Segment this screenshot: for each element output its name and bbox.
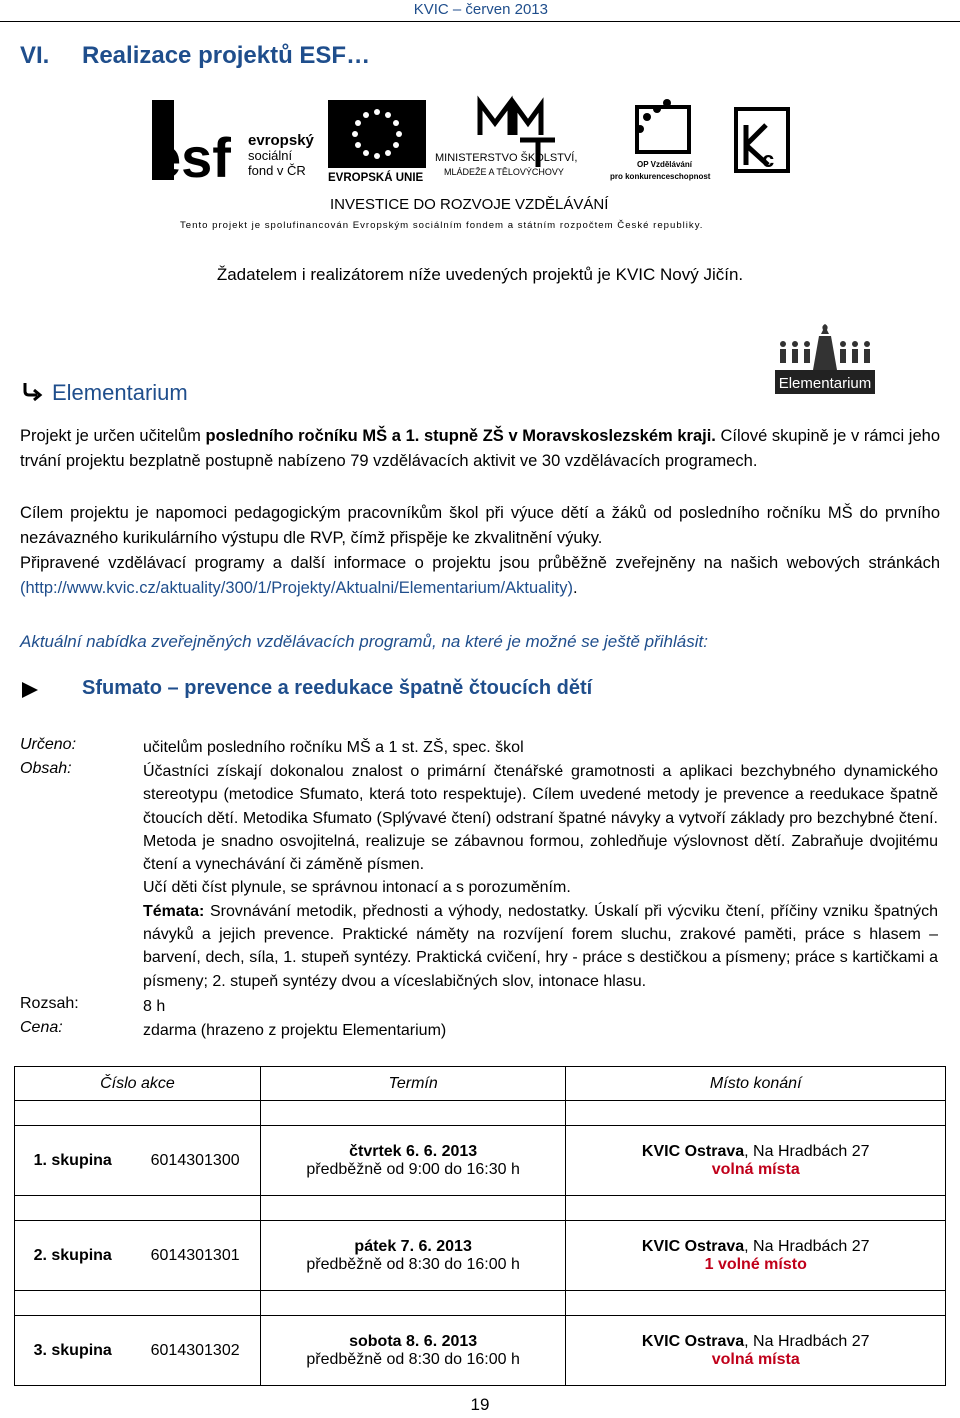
svg-text:c: c bbox=[762, 147, 775, 172]
row-time: předběžně od 8:30 do 16:00 h bbox=[306, 1255, 520, 1273]
temata-block bbox=[143, 900, 938, 993]
elementarium-logo-text: Elementarium bbox=[778, 375, 872, 392]
esf-logo bbox=[150, 100, 315, 189]
esf-footer-text: Tento projekt je spolufinancován Evropským sociálním fondem a státním rozpočtem České republiky. bbox=[180, 220, 704, 231]
row-place-line bbox=[566, 1238, 945, 1256]
section-title: Realizace projektů ESF… bbox=[82, 42, 371, 69]
msmt-logo bbox=[435, 103, 577, 177]
curved-arrow-icon bbox=[20, 380, 44, 404]
row-place-bold: KVIC Ostrava bbox=[641, 1237, 745, 1255]
table-row bbox=[15, 1221, 946, 1291]
row-place-line bbox=[566, 1143, 945, 1161]
triangle-bullet-icon bbox=[20, 680, 40, 700]
header-misto: Místo konání bbox=[566, 1067, 946, 1101]
p1-text-a: Projekt je určen učitelům bbox=[20, 427, 206, 445]
obsah-value bbox=[143, 760, 938, 993]
obsah-label: Obsah: bbox=[20, 760, 72, 777]
row-place-rest: , Na Hradbách 27 bbox=[744, 1142, 870, 1160]
urceno-value: učitelům posledního ročníku MŠ a 1 st. ZŠ, spec. škol bbox=[143, 739, 524, 756]
msmt-line2: MLÁDEŽE A TĚLOVÝCHOVY bbox=[444, 167, 564, 177]
op-line1: OP Vzdělávání bbox=[637, 160, 692, 169]
row-place-bold: KVIC Ostrava bbox=[641, 1142, 745, 1160]
row-place-rest: , Na Hradbách 27 bbox=[744, 1237, 870, 1255]
header-termin: Termín bbox=[260, 1067, 566, 1101]
urceno-label: Určeno: bbox=[20, 736, 77, 753]
table-spacer-row bbox=[15, 1101, 946, 1126]
offer-heading: Aktuální nabídka zveřejněných vzdělávacích programů, na které je možné se ještě přihlásit: bbox=[20, 632, 708, 651]
row-place-line bbox=[566, 1333, 945, 1351]
esf-logo-strip bbox=[150, 95, 790, 235]
row-termin bbox=[260, 1316, 566, 1386]
temata-label: Témata: bbox=[143, 902, 205, 920]
esf-line2: sociální bbox=[248, 148, 293, 163]
obsah-text: Účastníci získají dokonalou znalost o primární čtenářské gramotnosti a aplikaci bezchybného dynamického stereotypu (metodice Sfumato, která toto respektuje). Cílem uvedené metody je prevence a reedukace špatně čtoucích dětí. Metodika Sfumato (Splývavé čtení) odstraní špatné návyky a vytvoří základy pro bezchybné čtení. Metoda je snadno osvojitelná, realizuje se zábavnou formou, zohledňuje výslovnost dětí. Zabraňuje dvojitému čtení a vynechávání či záměně písmen. bbox=[143, 763, 938, 874]
row-code: 6014301301 bbox=[130, 1221, 260, 1291]
intro-text: Žadatelem i realizátorem níže uvedených projektů je KVIC Nový Jičín. bbox=[216, 265, 744, 284]
esf-line3: fond v ČR bbox=[248, 163, 306, 178]
row-code: 6014301302 bbox=[130, 1316, 260, 1386]
table-header-row bbox=[15, 1067, 946, 1101]
kvic-elementarium-link[interactable]: (http://www.kvic.cz/aktuality/300/1/Projekty/Aktualni/Elementarium/Aktuality) bbox=[20, 579, 573, 597]
row-status: volná místa bbox=[711, 1160, 800, 1178]
section-number: VI. bbox=[20, 42, 50, 69]
row-place bbox=[566, 1221, 946, 1291]
cena-value: zdarma (hrazeno z projektu Elementarium) bbox=[143, 1022, 447, 1039]
p1-text-c: Cílové skupině je v rámci jeho trvání projektu bezplatně postupně nabízeno 79 vzdělávacích aktivit ve 30 vzdělávacích programech. bbox=[20, 427, 941, 470]
row-day: čtvrtek 6. 6. 2013 bbox=[349, 1142, 478, 1160]
table-row bbox=[15, 1126, 946, 1196]
row-group: 3. skupina bbox=[15, 1316, 131, 1386]
esf-line1: evropský bbox=[248, 132, 314, 149]
row-time: předběžně od 9:00 do 16:30 h bbox=[306, 1160, 520, 1178]
row-status: volná místa bbox=[711, 1350, 800, 1368]
row-termin bbox=[260, 1221, 566, 1291]
rozsah-value: 8 h bbox=[143, 998, 166, 1015]
investice-caption: INVESTICE DO ROZVOJE VZDĚLÁVÁNÍ bbox=[330, 196, 609, 213]
elementarium-paragraph-2: Cílem projektu je napomoci pedagogickým pracovníkům škol při výuce dětí a žáků od posledního ročníku MŠ do prvního nezávazného kurikulárního výstupu dle RVP, čímž přispěje ke zkvalitnění výuky. bbox=[20, 504, 940, 547]
row-place-rest: , Na Hradbách 27 bbox=[744, 1332, 870, 1350]
course-title: Sfumato – prevence a reedukace špatně čtoucích dětí bbox=[82, 677, 593, 699]
header-divider bbox=[0, 21, 960, 22]
p3-text-a: Připravené vzdělávací programy a další informace o projektu jsou průběžně zveřejněny na našich webových stránkách bbox=[20, 554, 940, 572]
row-status: 1 volné místo bbox=[704, 1255, 807, 1273]
p1-target-group: posledního ročníku MŠ a 1. stupně ZŠ v Moravskoslezském kraji. bbox=[205, 427, 716, 445]
table-spacer-row bbox=[15, 1196, 946, 1221]
row-day: sobota 8. 6. 2013 bbox=[349, 1332, 478, 1350]
elementarium-paragraph-1 bbox=[20, 424, 940, 474]
op-logo bbox=[610, 99, 711, 181]
kvic-logo bbox=[736, 109, 788, 172]
row-group: 2. skupina bbox=[15, 1221, 131, 1291]
row-place bbox=[566, 1316, 946, 1386]
row-termin bbox=[260, 1126, 566, 1196]
elementarium-title: Elementarium bbox=[52, 380, 188, 405]
row-place-bold: KVIC Ostrava bbox=[641, 1332, 745, 1350]
elementarium-paragraph-3 bbox=[20, 551, 940, 601]
page-number: 19 bbox=[470, 1395, 490, 1414]
table-row bbox=[15, 1316, 946, 1386]
table-spacer-row bbox=[15, 1291, 946, 1316]
temata-text: Srovnávání metodik, přednosti a výhody, nedostatky. Úskalí při výcviku čtení, příčiny vzniku špatných návyků a jejich prevence. Praktické náměty na rozvíjení forem sluchu, zrakové paměti, práce s hlasem – barvení, dech, síla, 1. stupeň syntézy. Praktická cvičení, hry - práce s destičkou a písmeny; práce s kartičkami a písmeny; 2. stupeň syntézy dvou a víceslabičných slov, intonace hlasu. bbox=[143, 902, 938, 990]
row-place bbox=[566, 1126, 946, 1196]
running-header: KVIC – červen 2013 bbox=[413, 1, 548, 18]
row-day: pátek 7. 6. 2013 bbox=[354, 1237, 472, 1255]
rozsah-label: Rozsah: bbox=[20, 995, 79, 1012]
eu-flag-icon bbox=[328, 100, 426, 184]
row-group: 1. skupina bbox=[15, 1126, 131, 1196]
svg-text:esf: esf bbox=[150, 126, 231, 189]
obsah-text-2: Učí děti číst plynule, se správnou intonací a s porozuměním. bbox=[143, 879, 571, 897]
op-line2: pro konkurenceschopnost bbox=[610, 172, 711, 181]
eu-caption: EVROPSKÁ UNIE bbox=[328, 172, 424, 184]
p3-text-end: . bbox=[572, 579, 578, 597]
elementarium-logo bbox=[775, 322, 875, 397]
schedule-table bbox=[14, 1066, 946, 1386]
header-cislo-akce: Číslo akce bbox=[15, 1067, 261, 1101]
row-time: předběžně od 8:30 do 16:00 h bbox=[306, 1350, 520, 1368]
row-code: 6014301300 bbox=[130, 1126, 260, 1196]
cena-label: Cena: bbox=[20, 1019, 63, 1036]
msmt-line1: MINISTERSTVO ŠKOLSTVÍ, bbox=[435, 152, 578, 164]
